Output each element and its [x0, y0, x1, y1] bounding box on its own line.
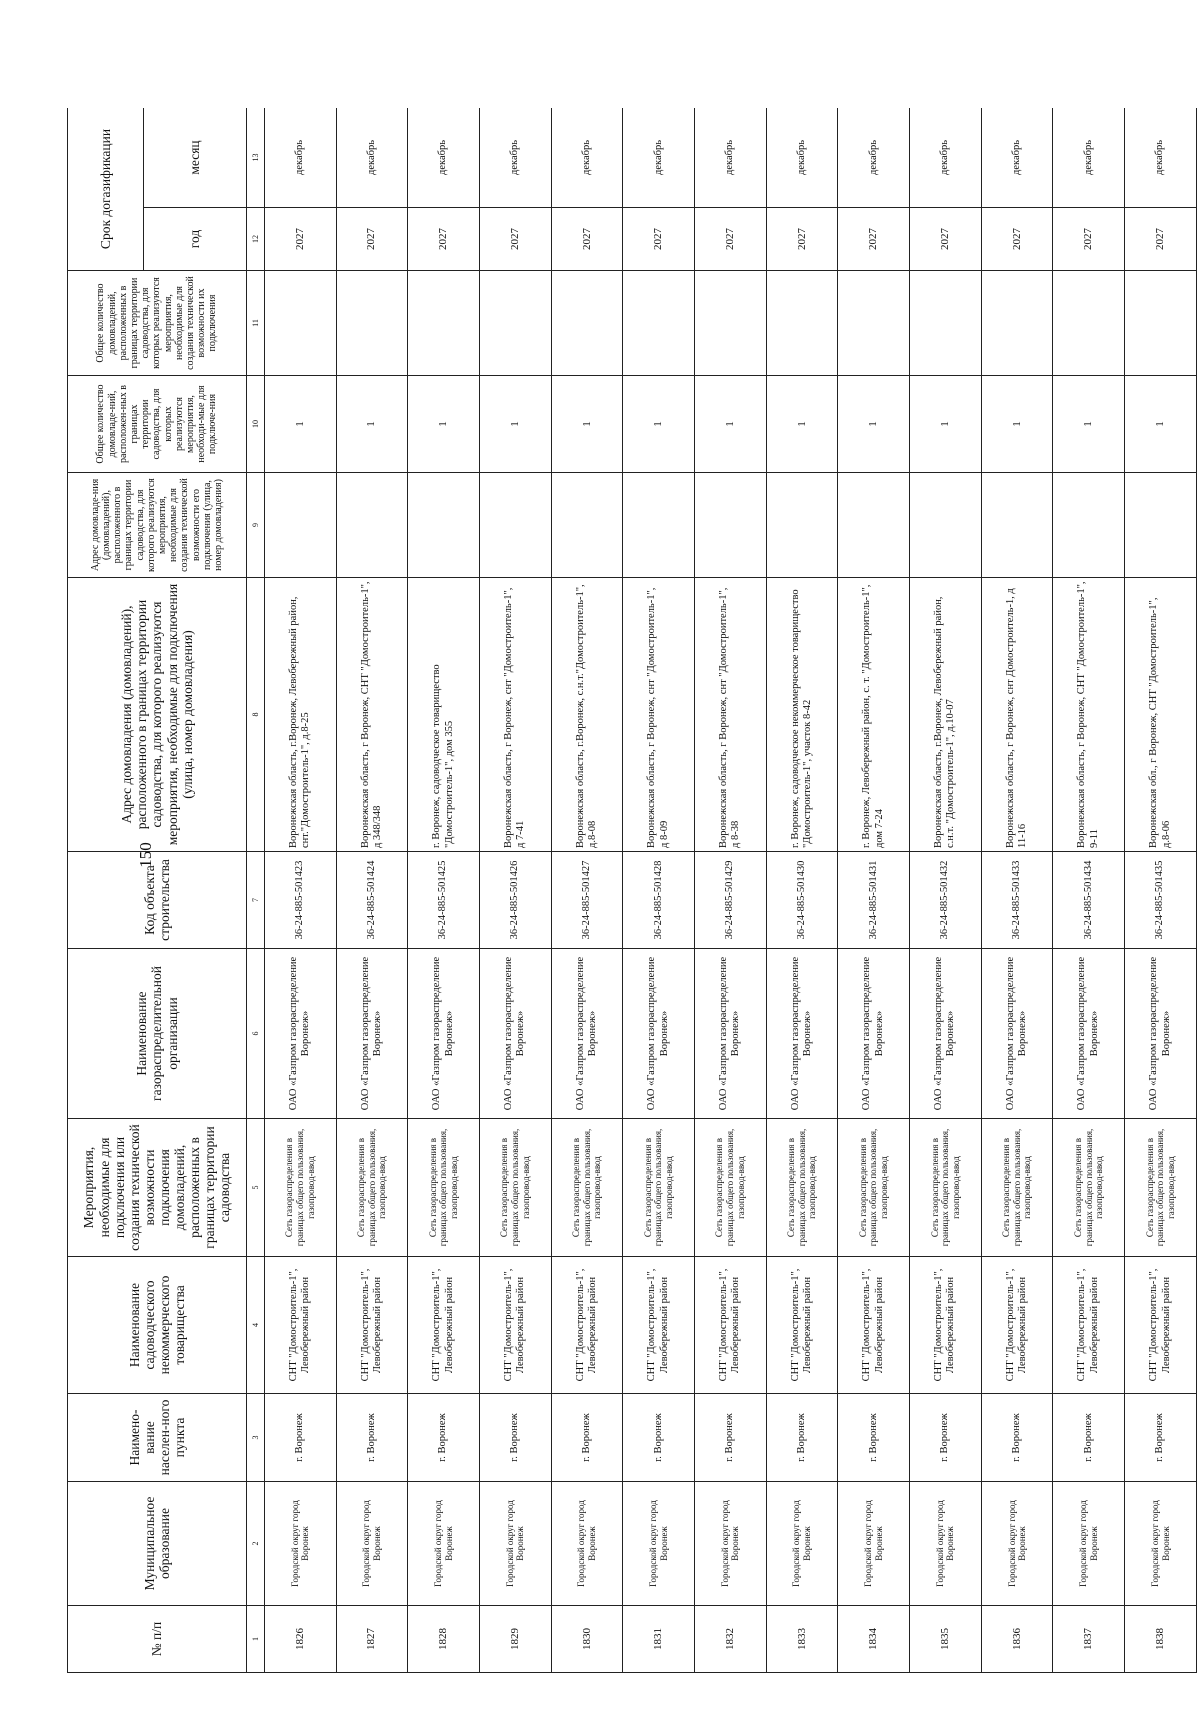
settlement-cell: г. Воронеж — [981, 1394, 1053, 1482]
settlement-cell: г. Воронеж — [910, 1394, 982, 1482]
row-number: 1838 — [1125, 1606, 1197, 1673]
table-row — [1125, 108, 1197, 1673]
object-code-cell: 36-24-885-501431 — [838, 852, 910, 949]
settlement-cell: г. Воронеж — [479, 1394, 551, 1482]
total-tech-cell — [695, 271, 767, 376]
gas-org-cell: ОАО «Газпром газораспределение Воронеж» — [479, 949, 551, 1119]
municipality-cell: Городской округ город Воронеж — [910, 1482, 982, 1606]
address-connect-cell: Воронежская область, г Воронеж, снт Домостроитель-1, д 11-16 — [981, 578, 1053, 852]
header-month: месяц — [144, 108, 247, 208]
object-code-cell: 36-24-885-501430 — [766, 852, 838, 949]
month-cell: декабрь — [910, 108, 982, 208]
address-connect-cell: г. Воронеж, садоводческое товарищество "Домостроитель-1", дом 355 — [408, 578, 480, 852]
month-cell: декабрь — [1053, 108, 1125, 208]
address-tech-cell — [623, 473, 695, 578]
row-number: 1829 — [479, 1606, 551, 1673]
address-connect-cell: Воронежская обл., г Воронеж, СНТ "Домостроитель-1", д.8-06 — [1125, 578, 1197, 852]
settlement-cell: г. Воронеж — [1053, 1394, 1125, 1482]
header-address-tech: Адрес домовладе-ния (домовладений), расположенного в границах территории садоводства, для которого реализуются мероприятия, необходимые для создания технической возможности его подключения (улица, номер домовладения) — [68, 473, 247, 578]
measure-cell: Сеть газораспределения в границах общего пользования, газопровод-ввод — [336, 1119, 408, 1257]
object-code-cell: 36-24-885-501425 — [408, 852, 480, 949]
address-tech-cell — [264, 473, 336, 578]
municipality-cell: Городской округ город Воронеж — [1053, 1482, 1125, 1606]
column-number: 8 — [247, 578, 265, 852]
header-measures: Мероприятия, необходимые для подключения или создания технической возможности подключения домовладений, расположенных в границах территории садоводства — [68, 1119, 247, 1257]
gas-org-cell: ОАО «Газпром газораспределение Воронеж» — [408, 949, 480, 1119]
address-connect-cell: Воронежская область, г Воронеж, СНТ "Домостроитель-1", 9-11 — [1053, 578, 1125, 852]
total-tech-cell — [623, 271, 695, 376]
measure-cell: Сеть газораспределения в границах общего пользования, газопровод-ввод — [766, 1119, 838, 1257]
address-tech-cell — [1053, 473, 1125, 578]
total-tech-cell — [838, 271, 910, 376]
measure-cell: Сеть газораспределения в границах общего пользования, газопровод-ввод — [1053, 1119, 1125, 1257]
header-year: год — [144, 208, 247, 271]
address-tech-cell — [551, 473, 623, 578]
total-connect-cell: 1 — [623, 376, 695, 473]
total-connect-cell: 1 — [336, 376, 408, 473]
gas-org-cell: ОАО «Газпром газораспределение Воронеж» — [1125, 949, 1197, 1119]
month-cell: декабрь — [838, 108, 910, 208]
snt-name-cell: СНТ "Домостроитель-1", Левобережный район — [408, 1257, 480, 1394]
column-number: 9 — [247, 473, 265, 578]
row-number: 1830 — [551, 1606, 623, 1673]
snt-name-cell: СНТ "Домостроитель-1", Левобережный район — [1053, 1257, 1125, 1394]
municipality-cell: Городской округ город Воронеж — [408, 1482, 480, 1606]
gas-org-cell: ОАО «Газпром газораспределение Воронеж» — [695, 949, 767, 1119]
column-number: 4 — [247, 1257, 265, 1394]
measure-cell: Сеть газораспределения в границах общего пользования, газопровод-ввод — [1125, 1119, 1197, 1257]
total-connect-cell: 1 — [551, 376, 623, 473]
snt-name-cell: СНТ "Домостроитель-1", Левобережный район — [551, 1257, 623, 1394]
settlement-cell: г. Воронеж — [336, 1394, 408, 1482]
snt-name-cell: СНТ "Домостроитель-1", Левобережный район — [623, 1257, 695, 1394]
measure-cell: Сеть газораспределения в границах общего пользования, газопровод-ввод — [910, 1119, 982, 1257]
month-cell: декабрь — [1125, 108, 1197, 208]
municipality-cell: Городской округ город Воронеж — [1125, 1482, 1197, 1606]
page-number: 150 — [136, 842, 155, 868]
month-cell: декабрь — [479, 108, 551, 208]
header-municipality: Муниципальное образование — [68, 1482, 247, 1606]
gas-org-cell: ОАО «Газпром газораспределение Воронеж» — [623, 949, 695, 1119]
header-address-connect: Адрес домовладения (домовладений), расположенного в границах территории садоводства, для которого реализуются мероприятия, необходимые для подключения (улица, номер домовладения) — [68, 578, 247, 852]
table-row — [551, 108, 623, 1673]
year-cell: 2027 — [1125, 208, 1197, 271]
snt-name-cell: СНТ "Домостроитель-1", Левобережный район — [264, 1257, 336, 1394]
total-connect-cell: 1 — [264, 376, 336, 473]
total-connect-cell: 1 — [1125, 376, 1197, 473]
row-number: 1827 — [336, 1606, 408, 1673]
snt-name-cell: СНТ "Домостроитель-1", Левобережный район — [336, 1257, 408, 1394]
column-number: 5 — [247, 1119, 265, 1257]
month-cell: декабрь — [766, 108, 838, 208]
total-connect-cell: 1 — [408, 376, 480, 473]
total-connect-cell: 1 — [766, 376, 838, 473]
snt-name-cell: СНТ "Домостроитель-1", Левобережный район — [838, 1257, 910, 1394]
gas-org-cell: ОАО «Газпром газораспределение Воронеж» — [838, 949, 910, 1119]
header-deadline-group: Срок догазификации — [68, 108, 144, 271]
total-tech-cell — [408, 271, 480, 376]
column-number: 1 — [247, 1606, 265, 1673]
settlement-cell: г. Воронеж — [623, 1394, 695, 1482]
gas-org-cell: ОАО «Газпром газораспределение Воронеж» — [981, 949, 1053, 1119]
address-connect-cell: Воронежская область, г Воронеж, снт "Домостроитель-1", д 8-09 — [623, 578, 695, 852]
column-number: 13 — [247, 108, 265, 208]
table-row — [1053, 108, 1125, 1673]
total-connect-cell: 1 — [479, 376, 551, 473]
total-tech-cell — [910, 271, 982, 376]
gas-org-cell: ОАО «Газпром газораспределение Воронеж» — [1053, 949, 1125, 1119]
object-code-cell: 36-24-885-501433 — [981, 852, 1053, 949]
municipality-cell: Городской округ город Воронеж — [264, 1482, 336, 1606]
total-connect-cell: 1 — [695, 376, 767, 473]
year-cell: 2027 — [695, 208, 767, 271]
table-rotator — [67, 108, 1197, 1673]
snt-name-cell: СНТ "Домостроитель-1", Левобережный район — [766, 1257, 838, 1394]
settlement-cell: г. Воронеж — [766, 1394, 838, 1482]
object-code-cell: 36-24-885-501424 — [336, 852, 408, 949]
settlement-cell: г. Воронеж — [408, 1394, 480, 1482]
year-cell: 2027 — [408, 208, 480, 271]
header-gas-org: Наименование газораспределительной организации — [68, 949, 247, 1119]
header-total-connect: Общее количество домовладе-ний, расположен-ных в границах территории садоводства, для которых реализуются мероприятия, необходи-мые для подключе-ния — [68, 376, 247, 473]
row-number: 1835 — [910, 1606, 982, 1673]
object-code-cell: 36-24-885-501434 — [1053, 852, 1125, 949]
measure-cell: Сеть газораспределения в границах общего пользования, газопровод-ввод — [981, 1119, 1053, 1257]
month-cell: декабрь — [981, 108, 1053, 208]
address-tech-cell — [695, 473, 767, 578]
column-number-row — [247, 108, 265, 1673]
gas-org-cell: ОАО «Газпром газораспределение Воронеж» — [766, 949, 838, 1119]
total-tech-cell — [264, 271, 336, 376]
settlement-cell: г. Воронеж — [264, 1394, 336, 1482]
column-number: 3 — [247, 1394, 265, 1482]
month-cell: декабрь — [264, 108, 336, 208]
snt-name-cell: СНТ "Домостроитель-1", Левобережный район — [479, 1257, 551, 1394]
address-connect-cell: г. Воронеж, Левобережный район, с. т. "Домостроитель-1", дом 7-24 — [838, 578, 910, 852]
table-row — [695, 108, 767, 1673]
year-cell: 2027 — [838, 208, 910, 271]
month-cell: декабрь — [551, 108, 623, 208]
address-tech-cell — [479, 473, 551, 578]
year-cell: 2027 — [910, 208, 982, 271]
table-row — [623, 108, 695, 1673]
year-cell: 2027 — [479, 208, 551, 271]
snt-name-cell: СНТ "Домостроитель-1", Левобережный район — [695, 1257, 767, 1394]
gas-org-cell: ОАО «Газпром газораспределение Воронеж» — [264, 949, 336, 1119]
table-row — [264, 108, 336, 1673]
header-object-code: Код объекта строительства — [68, 852, 247, 949]
address-tech-cell — [838, 473, 910, 578]
municipality-cell: Городской округ город Воронеж — [981, 1482, 1053, 1606]
address-connect-cell: г. Воронеж, садоводческое некоммерческое товарищество "Домостроитель-1", участок 8-42 — [766, 578, 838, 852]
snt-name-cell: СНТ "Домостроитель-1", Левобережный район — [1125, 1257, 1197, 1394]
year-cell: 2027 — [766, 208, 838, 271]
table-row — [766, 108, 838, 1673]
gas-org-cell: ОАО «Газпром газораспределение Воронеж» — [910, 949, 982, 1119]
address-tech-cell — [1125, 473, 1197, 578]
gasification-table — [67, 108, 1197, 1673]
header-total-tech: Общее количество домовладений, расположенных в границах территории садоводства, для которых реализуются мероприятия, необходимые для создания технической возможности их подключения — [68, 271, 247, 376]
column-number: 2 — [247, 1482, 265, 1606]
municipality-cell: Городской округ город Воронеж — [336, 1482, 408, 1606]
column-number: 7 — [247, 852, 265, 949]
row-number: 1826 — [264, 1606, 336, 1673]
municipality-cell: Городской округ город Воронеж — [479, 1482, 551, 1606]
total-connect-cell: 1 — [838, 376, 910, 473]
total-tech-cell — [766, 271, 838, 376]
object-code-cell: 36-24-885-501429 — [695, 852, 767, 949]
row-number: 1828 — [408, 1606, 480, 1673]
year-cell: 2027 — [1053, 208, 1125, 271]
year-cell: 2027 — [551, 208, 623, 271]
column-number: 10 — [247, 376, 265, 473]
table-row — [336, 108, 408, 1673]
table-row — [408, 108, 480, 1673]
year-cell: 2027 — [623, 208, 695, 271]
settlement-cell: г. Воронеж — [1125, 1394, 1197, 1482]
object-code-cell: 36-24-885-501423 — [264, 852, 336, 949]
header-settlement: Наимено-вание населен-ного пункта — [68, 1394, 247, 1482]
column-number: 11 — [247, 271, 265, 376]
municipality-cell: Городской округ город Воронеж — [838, 1482, 910, 1606]
measure-cell: Сеть газораспределения в границах общего пользования, газопровод-ввод — [551, 1119, 623, 1257]
measure-cell: Сеть газораспределения в границах общего пользования, газопровод-ввод — [264, 1119, 336, 1257]
address-tech-cell — [336, 473, 408, 578]
table-row — [910, 108, 982, 1673]
snt-name-cell: СНТ "Домостроитель-1", Левобережный район — [981, 1257, 1053, 1394]
total-tech-cell — [1053, 271, 1125, 376]
table-row — [981, 108, 1053, 1673]
address-tech-cell — [910, 473, 982, 578]
total-connect-cell: 1 — [1053, 376, 1125, 473]
total-tech-cell — [479, 271, 551, 376]
settlement-cell: г. Воронеж — [695, 1394, 767, 1482]
year-cell: 2027 — [264, 208, 336, 271]
month-cell: декабрь — [623, 108, 695, 208]
municipality-cell: Городской округ город Воронеж — [695, 1482, 767, 1606]
total-connect-cell: 1 — [910, 376, 982, 473]
gas-org-cell: ОАО «Газпром газораспределение Воронеж» — [551, 949, 623, 1119]
measure-cell: Сеть газораспределения в границах общего пользования, газопровод-ввод — [408, 1119, 480, 1257]
address-connect-cell: Воронежская область, г Воронеж, СНТ "Домостроитель-1", д 348/348 — [336, 578, 408, 852]
row-number: 1837 — [1053, 1606, 1125, 1673]
total-tech-cell — [336, 271, 408, 376]
year-cell: 2027 — [336, 208, 408, 271]
municipality-cell: Городской округ город Воронеж — [623, 1482, 695, 1606]
row-number: 1831 — [623, 1606, 695, 1673]
row-number: 1836 — [981, 1606, 1053, 1673]
header-snt-name: Наименование садоводческого некоммерческого товарищества — [68, 1257, 247, 1394]
object-code-cell: 36-24-885-501432 — [910, 852, 982, 949]
row-number: 1834 — [838, 1606, 910, 1673]
object-code-cell: 36-24-885-501426 — [479, 852, 551, 949]
month-cell: декабрь — [695, 108, 767, 208]
column-number: 6 — [247, 949, 265, 1119]
month-cell: декабрь — [408, 108, 480, 208]
measure-cell: Сеть газораспределения в границах общего пользования, газопровод-ввод — [479, 1119, 551, 1257]
settlement-cell: г. Воронеж — [551, 1394, 623, 1482]
address-connect-cell: Воронежская область, г.Воронеж, Левобережный район, с.н.т. "Домостроитель-1", д.10-07 — [910, 578, 982, 852]
address-tech-cell — [408, 473, 480, 578]
address-connect-cell: Воронежская область, г.Воронеж, Левобережный район, снт."Домостроитель-1", д.8-25 — [264, 578, 336, 852]
address-tech-cell — [766, 473, 838, 578]
row-number: 1833 — [766, 1606, 838, 1673]
measure-cell: Сеть газораспределения в границах общего пользования, газопровод-ввод — [695, 1119, 767, 1257]
gas-org-cell: ОАО «Газпром газораспределение Воронеж» — [336, 949, 408, 1119]
object-code-cell: 36-24-885-501435 — [1125, 852, 1197, 949]
total-connect-cell: 1 — [981, 376, 1053, 473]
municipality-cell: Городской округ город Воронеж — [766, 1482, 838, 1606]
address-connect-cell: Воронежская область, г.Воронеж, с.н.т."Домостроитель-1", д.8-08 — [551, 578, 623, 852]
row-number: 1832 — [695, 1606, 767, 1673]
total-tech-cell — [981, 271, 1053, 376]
municipality-cell: Городской округ город Воронеж — [551, 1482, 623, 1606]
header-number: № п/п — [68, 1606, 247, 1673]
table-row — [838, 108, 910, 1673]
table-row — [479, 108, 551, 1673]
total-tech-cell — [1125, 271, 1197, 376]
measure-cell: Сеть газораспределения в границах общего пользования, газопровод-ввод — [838, 1119, 910, 1257]
object-code-cell: 36-24-885-501427 — [551, 852, 623, 949]
settlement-cell: г. Воронеж — [838, 1394, 910, 1482]
object-code-cell: 36-24-885-501428 — [623, 852, 695, 949]
year-cell: 2027 — [981, 208, 1053, 271]
address-tech-cell — [981, 473, 1053, 578]
address-connect-cell: Воронежская область, г Воронеж, снт "Домостроитель-1", д 8-38 — [695, 578, 767, 852]
month-cell: декабрь — [336, 108, 408, 208]
address-connect-cell: Воронежская область, г Воронеж, снт "Домостроитель-1", д 7-41 — [479, 578, 551, 852]
total-tech-cell — [551, 271, 623, 376]
measure-cell: Сеть газораспределения в границах общего пользования, газопровод-ввод — [623, 1119, 695, 1257]
column-number: 12 — [247, 208, 265, 271]
snt-name-cell: СНТ "Домостроитель-1", Левобережный район — [910, 1257, 982, 1394]
